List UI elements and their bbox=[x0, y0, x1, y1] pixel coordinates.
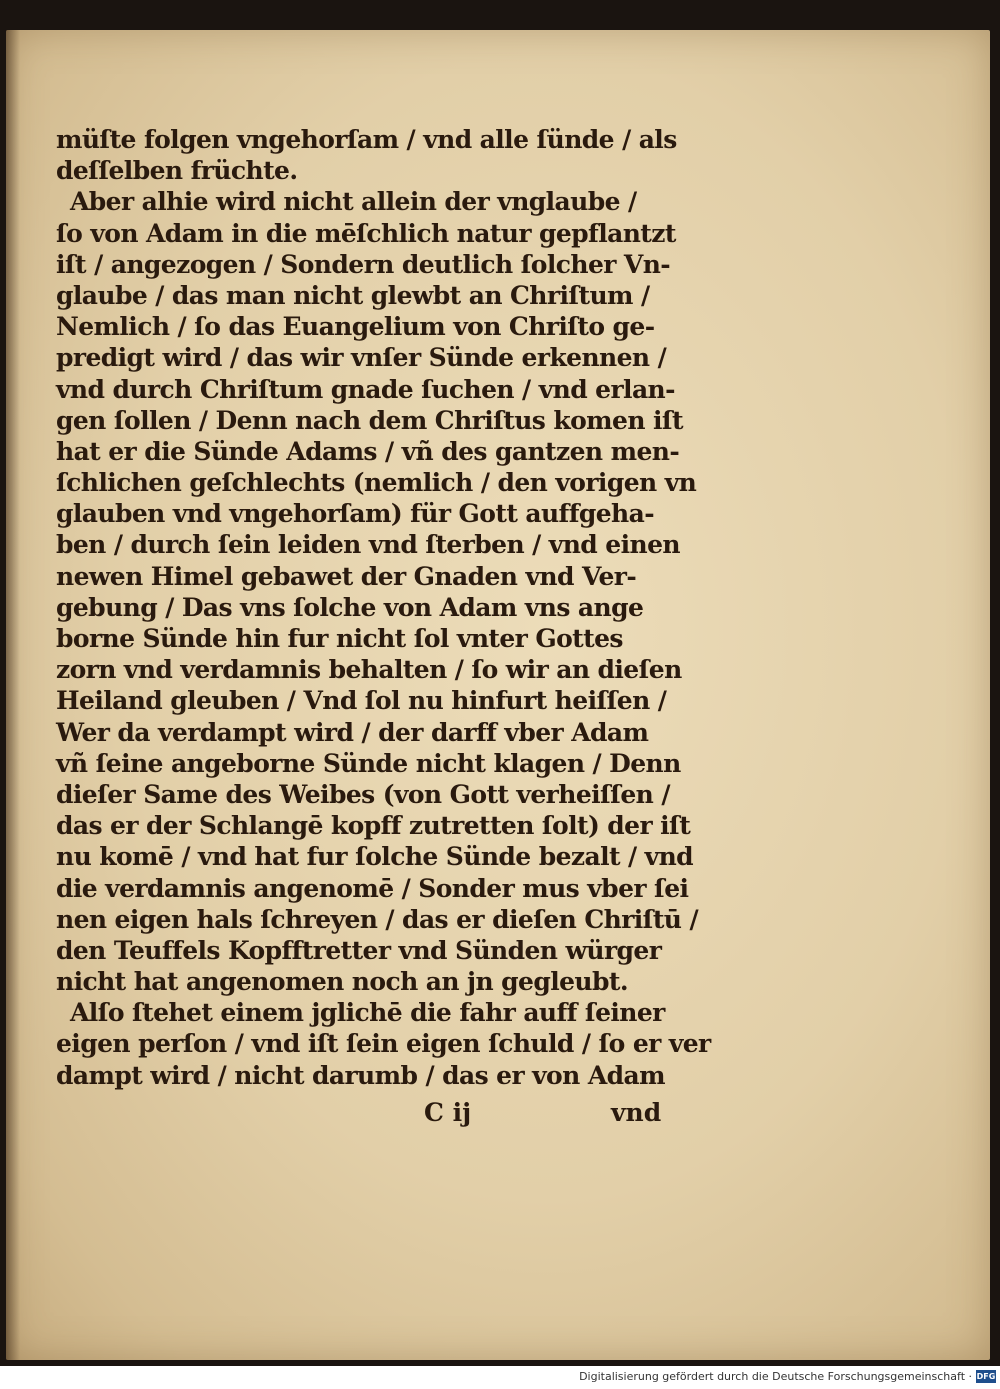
text-line: Nemlich / ſo das Euangelium von Chriſto ge- bbox=[56, 312, 655, 342]
text-line: müſte folgen vngehorſam / vnd alle ſünde / als bbox=[56, 125, 677, 154]
text-line: eigen perſon / vnd iſt ſein eigen ſchuld / ſo er ver bbox=[56, 1029, 711, 1059]
signature-mark: C ij bbox=[424, 1098, 472, 1127]
text-line: glaube / das man nicht glewbt an Chriſtum / bbox=[56, 280, 650, 310]
text-line: gen ſollen / Denn nach dem Chriſtus komen iſt bbox=[56, 405, 684, 435]
text-line: dieſer Same des Weibes (von Gott verheiſſen / bbox=[56, 779, 670, 809]
text-line: ſo von Adam in die mēſchlich natur gepflantzt bbox=[56, 218, 676, 248]
text-line: vnd durch Chriſtum gnade ſuchen / vnd erlan- bbox=[56, 374, 675, 404]
text-line: borne Sünde hin fur nicht ſol vnter Gottes bbox=[56, 624, 623, 653]
text-line: Alſo ſtehet einem jglichē die fahr auff ſeiner bbox=[70, 998, 665, 1028]
text-line: dampt wird / nicht darumb / das er von Adam bbox=[56, 1060, 665, 1090]
funding-credit: Digitalisierung gefördert durch die Deutsche Forschungsgemeinschaft · bbox=[579, 1370, 972, 1383]
text-line: nicht hat angenomen noch an jn gegleubt. bbox=[56, 967, 628, 997]
page-footer bbox=[56, 1098, 696, 1130]
text-line: glauben vnd vngehorſam) für Gott auffgeha- bbox=[56, 499, 655, 529]
text-line: vñ ſeine angeborne Sünde nicht klagen / Denn bbox=[56, 748, 681, 778]
text-line: nu komē / vnd hat fur ſolche Sünde bezalt / vnd bbox=[56, 842, 694, 872]
text-line: ſchlichen geſchlechts (nemlich / den vorigen vn bbox=[56, 468, 697, 498]
text-line: hat er die Sünde Adams / vñ des gantzen men- bbox=[56, 436, 680, 466]
text-line: die verdamnis angenomē / Sonder mus vber ſei bbox=[56, 873, 689, 903]
text-line: den Teuffels Kopfftretter vnd Sünden würger bbox=[56, 935, 662, 965]
text-line: newen Himel gebawet der Gnaden vnd Ver- bbox=[56, 561, 637, 591]
text-line: gebung / Das vns ſolche von Adam vns ange bbox=[56, 592, 644, 622]
body-text bbox=[56, 124, 711, 1091]
dfg-logo-icon: DFG bbox=[976, 1372, 996, 1381]
credit-bar bbox=[0, 1366, 1000, 1389]
text-line: ben / durch ſein leiden vnd ſterben / vnd einen bbox=[56, 530, 680, 560]
text-line: Heiland gleuben / Vnd ſol nu hinfurt heiſſen / bbox=[56, 686, 667, 716]
text-line: Wer da verdampt wird / der darff vber Adam bbox=[56, 717, 649, 747]
text-line: nen eigen hals ſchreyen / das er dieſen Chriſtū / bbox=[56, 904, 698, 934]
text-line: deſſelben früchte. bbox=[56, 156, 298, 186]
text-line: Aber alhie wird nicht allein der vnglaube / bbox=[70, 187, 637, 217]
catchword: vnd bbox=[611, 1098, 662, 1127]
text-line: iſt / angezogen / Sondern deutlich ſolcher Vn- bbox=[56, 249, 671, 279]
page-gutter-shadow bbox=[6, 30, 20, 1360]
text-line: zorn vnd verdamnis behalten / ſo wir an dieſen bbox=[56, 655, 682, 685]
text-line: predigt wird / das wir vnſer Sünde erkennen / bbox=[56, 343, 667, 373]
text-line: das er der Schlangē kopff zutretten ſolt) der iſt bbox=[56, 811, 691, 841]
